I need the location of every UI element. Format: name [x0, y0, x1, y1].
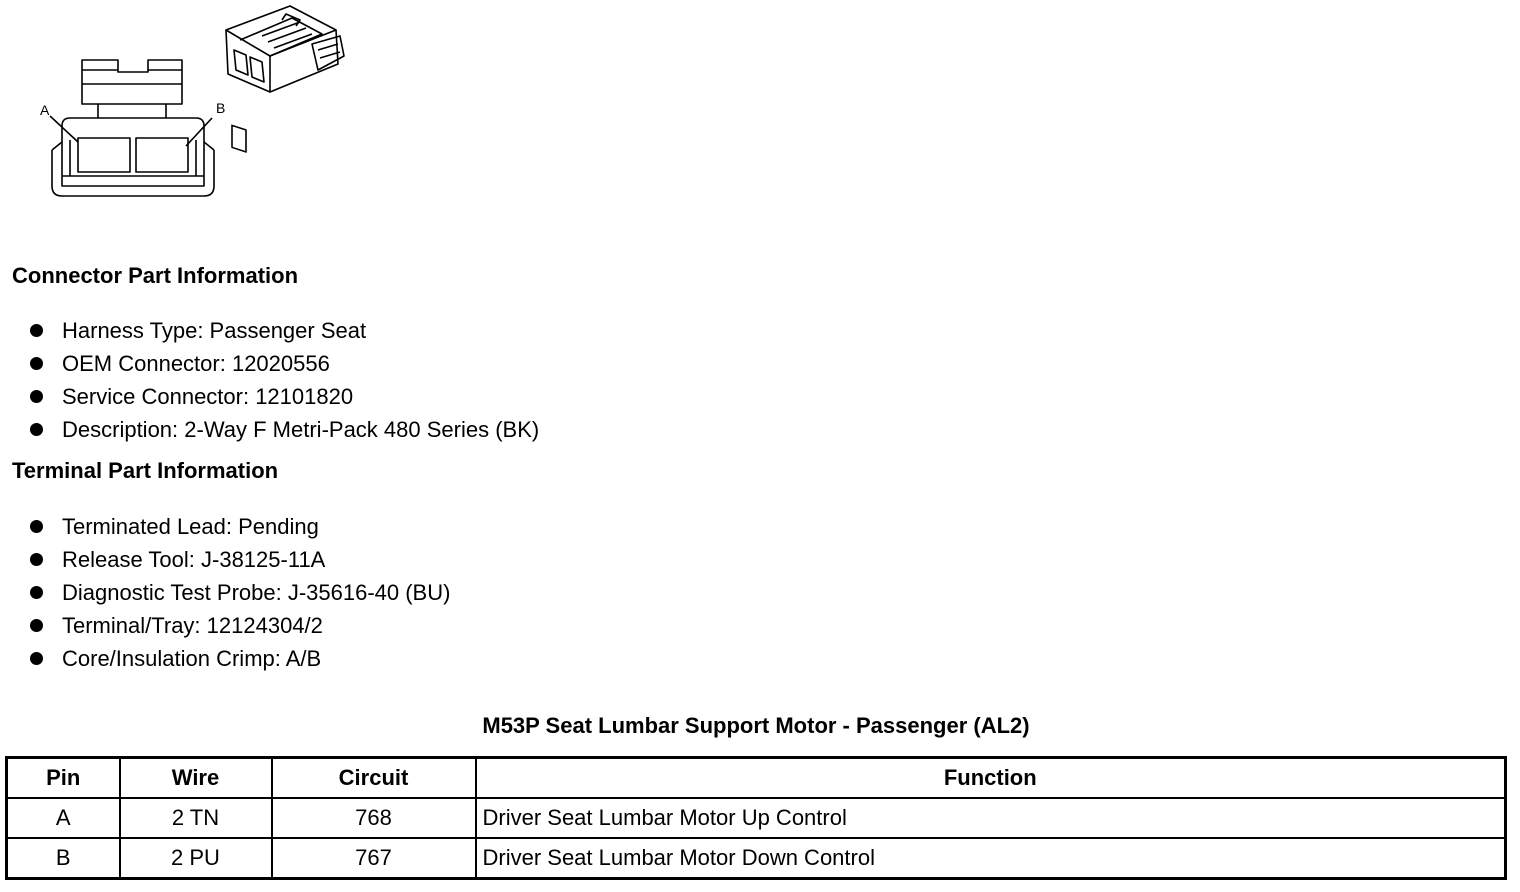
header-wire: Wire: [120, 758, 272, 799]
list-item: [28, 642, 450, 675]
bullet-icon: [30, 520, 43, 533]
cell-pin: B: [7, 838, 120, 879]
table-row: [7, 838, 1506, 879]
list-item: [28, 543, 450, 576]
cell-wire: 2 PU: [120, 838, 272, 879]
connector-part-info-heading: Connector Part Information: [12, 263, 299, 288]
oem-connector: OEM Connector: 12020556: [62, 351, 330, 376]
connector-diagram: [0, 0, 400, 230]
list-item: [28, 347, 539, 380]
pin-label-a: A: [40, 102, 50, 118]
bullet-icon: [30, 423, 43, 436]
terminated-lead: Terminated Lead: Pending: [62, 514, 319, 539]
connector-isometric-view: [226, 6, 344, 152]
header-circuit: Circuit: [272, 758, 476, 799]
description: Description: 2-Way F Metri-Pack 480 Series (BK): [62, 417, 540, 442]
cell-function: Driver Seat Lumbar Motor Down Control: [476, 838, 1506, 879]
connector-part-info-list: [28, 314, 539, 446]
diagnostic-test-probe: Diagnostic Test Probe: J-35616-40 (BU): [62, 580, 451, 605]
bullet-icon: [30, 553, 43, 566]
pin-table-title: M53P Seat Lumbar Support Motor - Passenger (AL2): [482, 713, 1030, 738]
release-tool: Release Tool: J-38125-11A: [62, 547, 326, 572]
terminal-part-info-list: [28, 510, 450, 675]
list-item: [28, 609, 450, 642]
list-item: [28, 576, 450, 609]
list-item: [28, 413, 539, 446]
cell-circuit: 767: [272, 838, 476, 879]
connector-front-view: [50, 60, 214, 196]
table-header-row: [7, 758, 1506, 799]
table-row: [7, 798, 1506, 838]
pinout-table: [5, 756, 1507, 880]
bullet-icon: [30, 652, 43, 665]
service-connector: Service Connector: 12101820: [62, 384, 354, 409]
list-item: [28, 510, 450, 543]
harness-type: Harness Type: Passenger Seat: [62, 318, 367, 343]
bullet-icon: [30, 390, 43, 403]
core-insulation-crimp: Core/Insulation Crimp: A/B: [62, 646, 322, 671]
pin-label-b: B: [216, 100, 226, 116]
cell-pin: A: [7, 798, 120, 838]
terminal-tray: Terminal/Tray: 12124304/2: [62, 613, 323, 638]
cell-wire: 2 TN: [120, 798, 272, 838]
terminal-part-info-heading: Terminal Part Information: [12, 458, 279, 483]
list-item: [28, 380, 539, 413]
bullet-icon: [30, 586, 43, 599]
header-function: Function: [476, 758, 1506, 799]
bullet-icon: [30, 619, 43, 632]
cell-function: Driver Seat Lumbar Motor Up Control: [476, 798, 1506, 838]
header-pin: Pin: [7, 758, 120, 799]
list-item: [28, 314, 539, 347]
cell-circuit: 768: [272, 798, 476, 838]
bullet-icon: [30, 324, 43, 337]
bullet-icon: [30, 357, 43, 370]
